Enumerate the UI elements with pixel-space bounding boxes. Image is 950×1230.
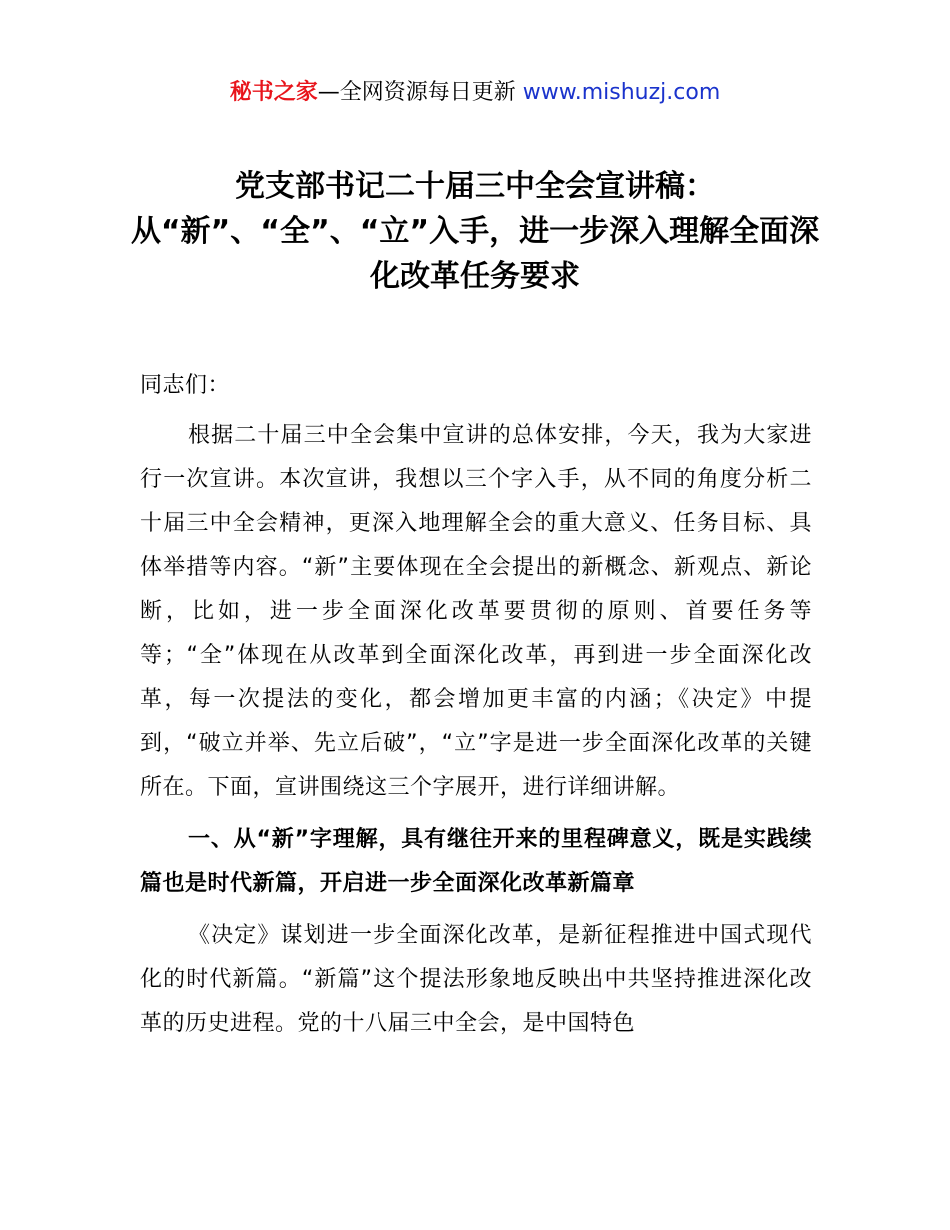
intro-paragraph: 根据二十届三中全会集中宣讲的总体安排，今天，我为大家进行一次宣讲。本次宣讲，我想以三个字入手，从不同的角度分析二十届三中全会精神，更深入地理解全会的重大意义、任务目标、具体举措等内容。“新”主要体现在全会提出的新概念、新观点、新论断，比如，进一步全面深化改革要贯彻的原则、首要任务等等；“全”体现在从改革到全面深化改革，再到进一步全面深化改革，每一次提法的变化，都会增加更丰富的内涵；《决定》中提到，“破立并举、先立后破”，“立”字是进一步全面深化改革的关键所在。下面，宣讲围绕这三个字展开，进行详细讲解。 bbox=[140, 423, 812, 800]
section-heading: 一、从“新”字理解，具有继往开来的里程碑意义，既是实践续篇也是时代新篇，开启进一步全面深化改革新篇章 bbox=[140, 827, 812, 896]
site-header bbox=[0, 78, 950, 108]
document-body bbox=[140, 364, 812, 1046]
site-tagline: —全网资源每日更新 bbox=[317, 80, 523, 105]
greeting: 同志们： bbox=[140, 373, 231, 398]
document-title: 党支部书记二十届三中全会宣讲稿：从“新”、“全”、“立”入手，进一步深入理解全面深化改革任务要求 bbox=[130, 169, 820, 294]
site-brand: 秘书之家 bbox=[229, 80, 318, 105]
site-url-link[interactable]: www.mishuzj.com bbox=[522, 80, 721, 105]
section-paragraph: 《决定》谋划进一步全面深化改革，是新征程推进中国式现代化的时代新篇。“新篇”这个提法形象地反映出中共坚持推进深化改革的历史进程。党的十八届三中全会，是中国特色 bbox=[140, 923, 812, 1036]
